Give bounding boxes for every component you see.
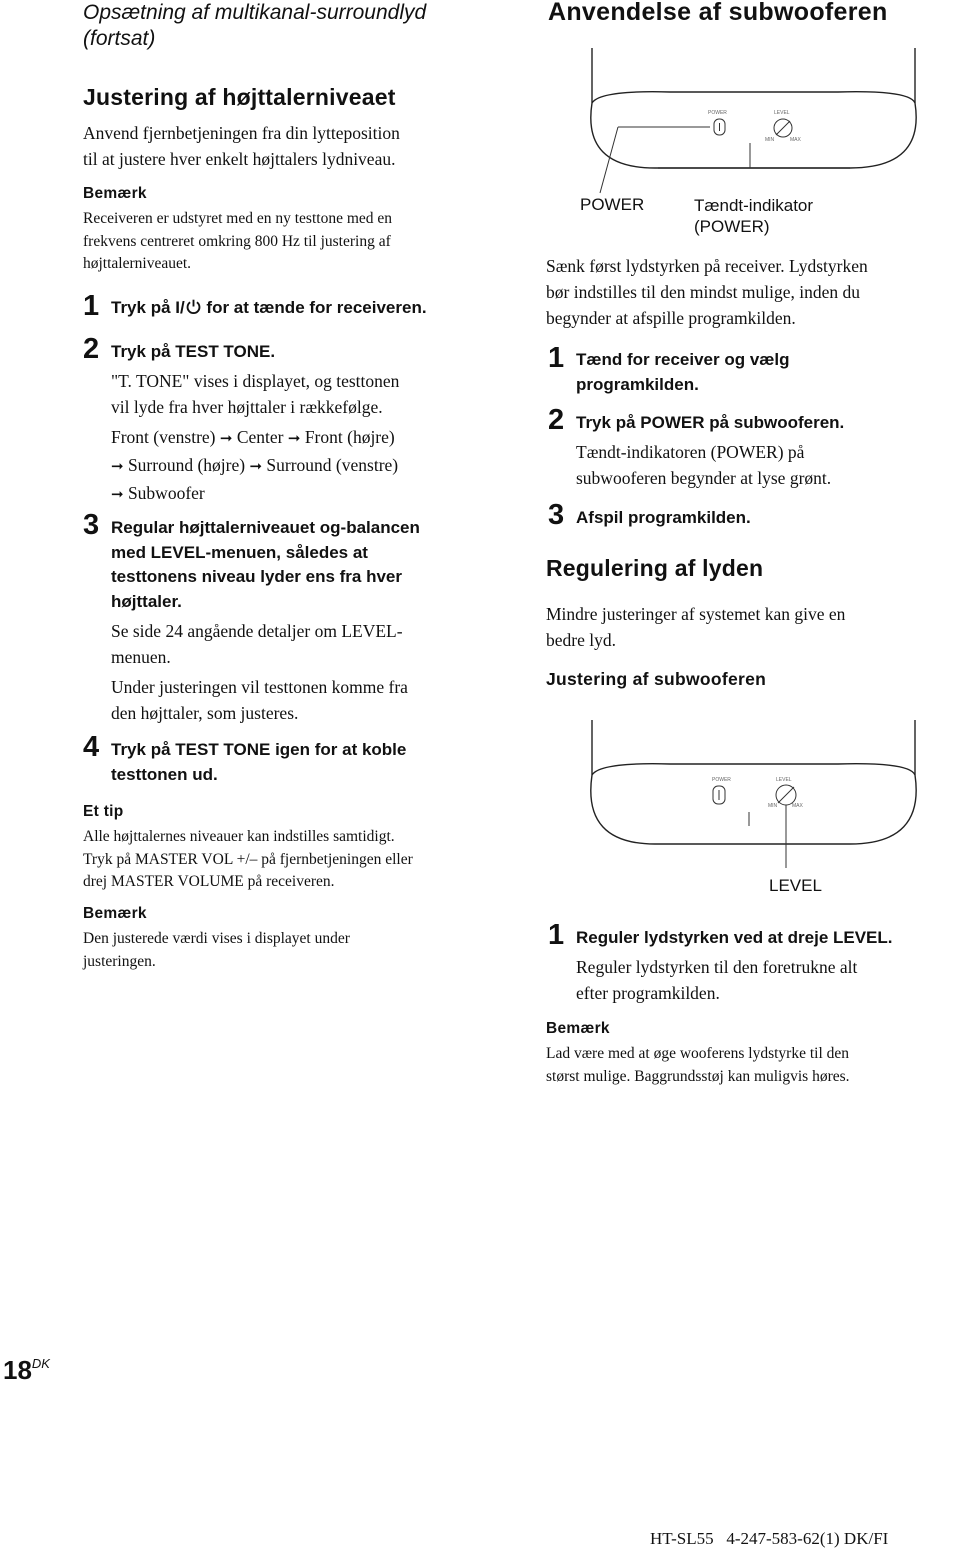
step-3-desc: Se side 24 angående detaljer om LEVEL- menuen. Under justeringen vil testtonen komme fra den højttaler, som justeres. [111,621,408,723]
seq-subwoofer: Subwoofer [127,483,205,503]
min-label: MIN [765,137,775,143]
right-intro: Sænk først lydstyrken på receiver. Lydstyrken bør indstilles til den mindst mulige, inden du begynder at afspille programkilden. [546,256,868,328]
right-step-2-text: Tryk på POWER på subwooferen. [576,413,845,432]
seq-center: Center [236,427,284,447]
power-small-label: POWER [708,110,727,116]
power-callout: POWER [580,195,645,214]
note-text: Receiveren er udstyret med en ny testtone med en frekvens centreret omkring 800 Hz til justering af højttalerniveauet. [83,210,393,272]
step-number: 1 [548,342,565,374]
right-step-2-desc: Tændt-indikatoren (POWER) på subwooferen begynder at lyse grønt. [576,442,832,488]
step-2-desc: "T. TONE" vises i displayet, og testtonen vil lyde fra hver højttaler i rækkefølge. [111,371,400,417]
header-left-line1: Opsætning af multikanal-surroundlyd [83,1,427,24]
step-number: 3 [83,509,100,541]
section-header-right: Anvendelse af subwooferen [548,0,888,26]
note-heading: Bemærk [83,905,147,922]
right-step-3-text: Afspil programkilden. [576,508,751,527]
level-callout: LEVEL [769,876,822,895]
seq-front-left: Front (venstre) [111,427,216,447]
arrow-right-icon: ➞ [111,459,124,475]
step-number: 3 [548,499,565,531]
regulering-text: Mindre justeringer af systemet kan give en bedre lyd. [546,604,846,650]
arrow-right-icon: ➞ [249,459,263,475]
note-heading: Bemærk [546,1020,610,1037]
footer-code: HT-SL55 4-247-583-62(1) DK/FI [650,1529,889,1548]
tip-heading: Et tip [83,803,124,820]
standby-power-icon [185,298,202,315]
left-heading: Justering af højttalerniveaet [83,84,396,110]
speaker-sequence [111,424,511,508]
page-number: $18^{DK}$ [3,1355,50,1385]
arrow-right-icon: ➞ [219,431,233,447]
right-heading-2: Regulering af lyden [546,555,764,581]
note-heading: Bemærk [83,185,147,202]
step-4-text: Tryk på TEST TONE igen for at koble testtonen ud. [111,740,407,784]
section-header-left [83,0,513,52]
step-number: 2 [548,404,565,436]
level-small-label: LEVEL [774,110,790,116]
max-label: MAX [792,803,803,809]
step-number: 1 [548,919,565,951]
power-small-label: POWER [712,777,731,783]
seq-surround-right: Surround (højre) [127,455,246,475]
header-left-line2: (fortsat) [83,27,156,50]
min-label: MIN [768,803,778,809]
arrow-right-icon: ➞ [287,431,301,447]
step-number: 2 [83,333,100,365]
tip-text: Alle højttalernes niveauer kan indstilles samtidigt. Tryk på MASTER VOL +/– på fjernbetjeningen eller drej MASTER VOLUME på receiveren. [83,828,413,890]
seq-front-right: Front (højre) [304,427,395,447]
right-step-1-text: Tænd for receiver og vælg programkilden. [576,350,790,394]
right-subheading: Justering af subwooferen [546,669,767,689]
max-label: MAX [790,137,801,143]
step-3-text: Regular højttalerniveauet og-balancen med LEVEL-menuen, således at testtonens niveau lyder ens fra hver højttaler. [111,518,420,611]
step-1-text: Tryk på I/ for at tænde for receiveren. [111,298,427,317]
note-text: Lad være med at øge wooferens lydstyrke til den størst mulige. Baggrundsstøj kan muligvis høres. [546,1045,850,1085]
indicator-callout: Tændt-indikator (POWER) [694,196,814,236]
step-2-text: Tryk på TEST TONE. [111,342,276,361]
note-text: Den justerede værdi vises i displayet under justeringen. [83,930,350,970]
level-small-label: LEVEL [776,777,792,783]
step-number: 4 [83,731,100,763]
arrow-right-icon: ➞ [111,487,124,503]
right-step-level-text: Reguler lydstyrken ved at dreje LEVEL. [576,928,893,947]
right-step-level-desc: Reguler lydstyrken til den foretrukne alt efter programkilden. [576,957,858,1003]
step-number: 1 [83,290,100,322]
subwoofer-level-figure [560,720,950,900]
seq-surround-left: Surround (venstre) [266,455,399,475]
left-intro: Anvend fjernbetjeningen fra din lytteposition til at justere hver enkelt højttalers lydniveau. [83,123,400,169]
